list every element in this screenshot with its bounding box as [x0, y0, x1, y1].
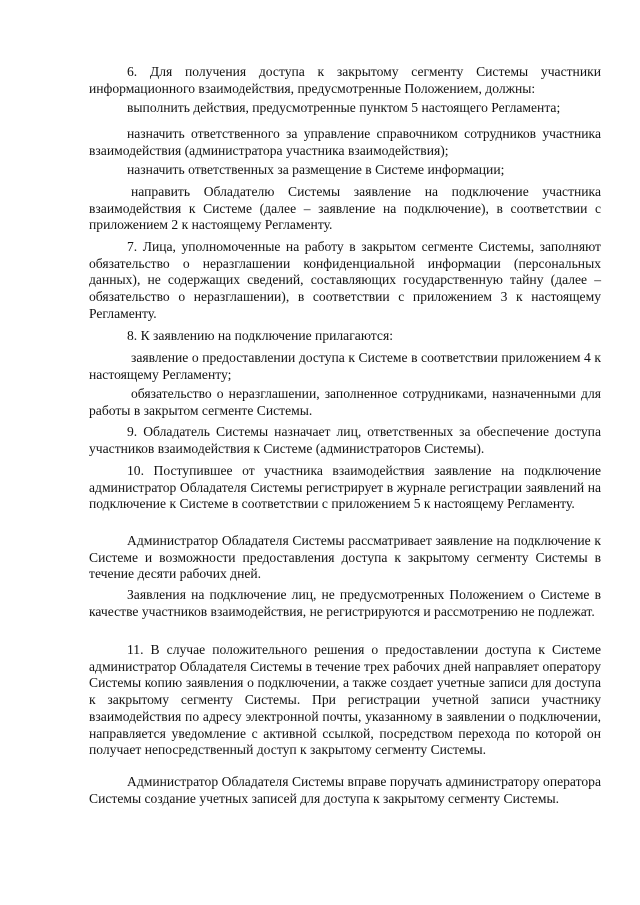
paragraph-11-admin: Администратор Обладателя Системы вправе поручать администратору оператора Системы создание учетных записей для доступа к закрытому сегменту Системы.: [89, 774, 601, 806]
paragraph-9: 9. Обладатель Системы назначает лиц, ответственных за обеспечение доступа участников взаимодействия к Системе (администраторов Системы).: [89, 424, 601, 456]
paragraph-8-intro: 8. К заявлению на подключение прилагаются:: [127, 328, 393, 343]
paragraph-10: 10. Поступившее от участника взаимодействия заявление на подключение администратор Обладателя Системы регистрирует в журнале регистрации заявлений на подключение к Системе в соответствии с приложением 5 к настоящему Регламенту.: [89, 463, 601, 512]
paragraph-6-item-3: назначить ответственных за размещение в Системе информации;: [127, 162, 505, 177]
paragraph-10-not-registered: Заявления на подключение лиц, не предусмотренных Положением о Системе в качестве участников взаимодействия, не регистрируются и рассмотрению не подлежат.: [89, 587, 601, 619]
paragraph-11: 11. В случае положительного решения о предоставлении доступа к Системе администратор Обладателя Системы в течение трех рабочих дней направляет оператору Системы копию заявления о подключении, а также создает учетные записи для доступа к закрытому сегменту Системы. При регистрации учетной записи участнику взаимодействия по адресу электронной почты, указанному в заявлении о подключении, направляется уведомление с активной ссылкой, посредством перехода по которой он получает непосредственный доступ к закрытому сегменту Системы.: [89, 642, 601, 758]
paragraph-6-intro: 6. Для получения доступа к закрытому сегменту Системы участники информационного взаимодействия, предусмотренные Положением, должны:: [89, 64, 601, 96]
paragraph-8-item-1: заявление о предоставлении доступа к Системе в соответствии приложением 4 к настоящему Регламенту;: [89, 350, 601, 382]
paragraph-7: 7. Лица, уполномоченные на работу в закрытом сегменте Системы, заполняют обязательство о неразглашении конфиденциальной информации (персональных данных), не содержащих сведений, составляющих государственную тайну (далее – обязательство о неразглашении), в соответствии с приложением 3 к настоящему Регламенту.: [89, 239, 601, 321]
paragraph-6-item-4: направить Обладателю Системы заявление на подключение участника взаимодействия к Системе (далее – заявление на подключение), в соответствии с приложением 2 к настоящему Регламенту.: [89, 184, 601, 233]
paragraph-6-item-1: выполнить действия, предусмотренные пунктом 5 настоящего Регламента;: [127, 100, 561, 115]
paragraph-10-review: Администратор Обладателя Системы рассматривает заявление на подключение к Системе и возможности предоставления доступа к закрытому сегменту Системы в течение десяти рабочих дней.: [89, 533, 601, 582]
paragraph-8-item-2: обязательство о неразглашении, заполненное сотрудниками, назначенными для работы в закрытом сегменте Системы.: [89, 386, 601, 418]
paragraph-6-item-2: назначить ответственного за управление справочником сотрудников участника взаимодействия (администратора участника взаимодействия);: [89, 126, 601, 158]
